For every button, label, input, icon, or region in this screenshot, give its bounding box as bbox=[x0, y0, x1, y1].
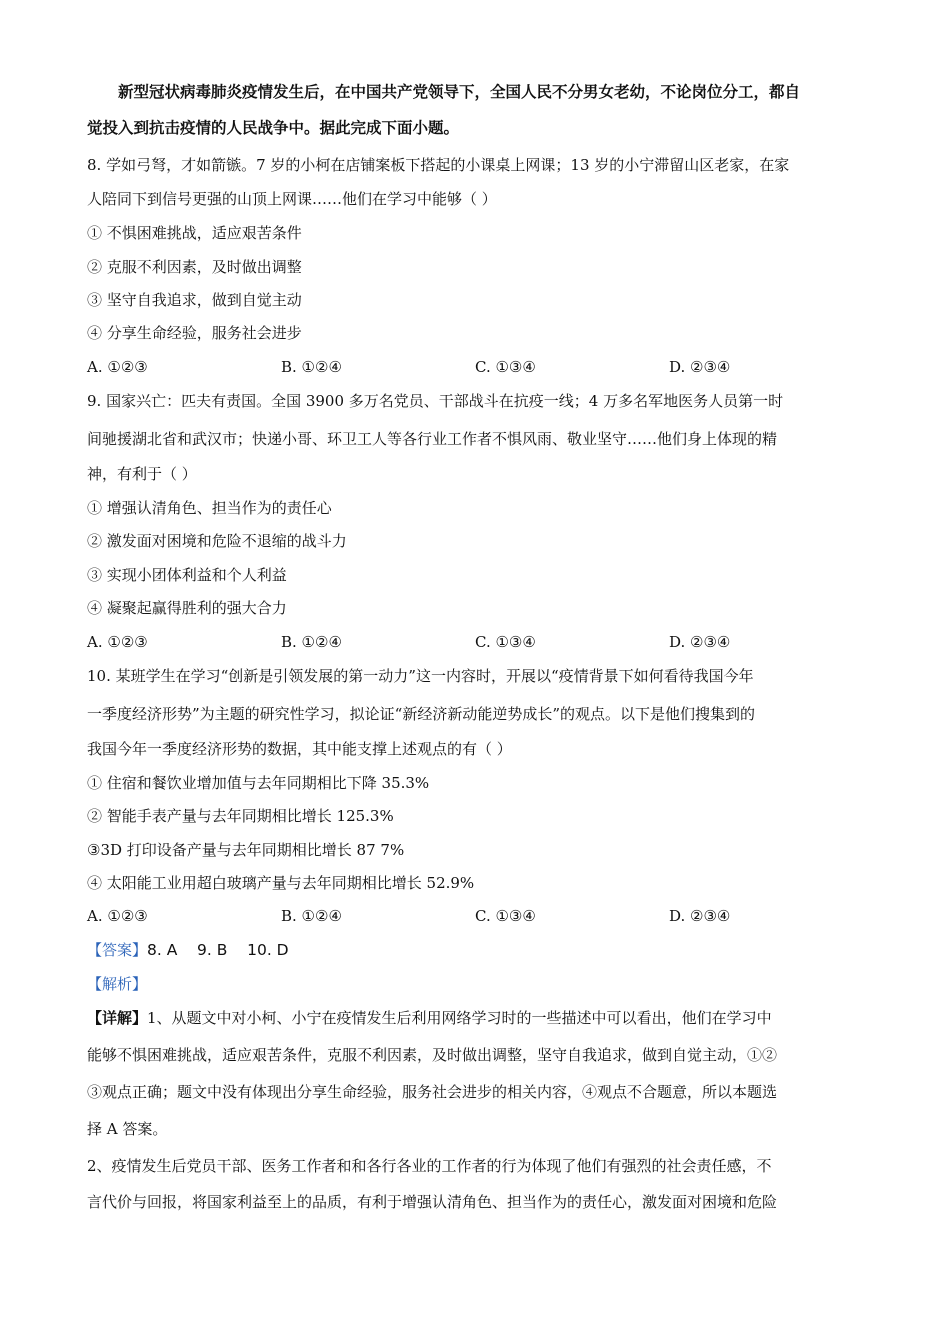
intro-line-2: 觉投入到抗击疫情的人民战争中。据此完成下面小题。 bbox=[87, 119, 460, 137]
q9-option-c: C. ①③④ bbox=[475, 633, 536, 651]
q10-item-2: ② 智能手表产量与去年同期相比增长 125.3% bbox=[87, 807, 394, 825]
q8-option-b: B. ①②④ bbox=[281, 358, 342, 376]
q9-stem-line-1: 9. 国家兴亡：匹夫有责国。全国 3900 多万名党员、干部战斗在抗疫一线；4 万多名军地医务人员第一时 bbox=[87, 392, 784, 410]
detail-label: 【详解】 bbox=[87, 1009, 148, 1027]
q10-item-4: ④ 太阳能工业用超白玻璃产量与去年同期相比增长 52.9% bbox=[87, 874, 475, 892]
detail-p1-line-2: 能够不惧困难挑战，适应艰苦条件，克服不利因素，及时做出调整，坚守自我追求，做到自觉主动，①② bbox=[87, 1046, 778, 1064]
q10-option-a: A. ①②③ bbox=[87, 907, 148, 925]
q8-stem-line-1: 8. 学如弓弩，才如箭镞。7 岁的小柯在店铺案板下搭起的小课桌上网课；13 岁的小宁滞留山区老家，在家 bbox=[87, 156, 790, 174]
answer-value: 8. A 9. B 10. D bbox=[147, 941, 289, 959]
q9-stem-line-3: 神，有利于（ ） bbox=[87, 465, 197, 483]
q10-option-d: D. ②③④ bbox=[669, 907, 731, 925]
q9-stem-line-2: 间驰援湖北省和武汉市；快递小哥、环卫工人等各行业工作者不惧风雨、敬业坚守……他们身上体现的精 bbox=[87, 430, 778, 448]
q8-item-3: ③ 坚守自我追求，做到自觉主动 bbox=[87, 291, 302, 309]
detail-p1-line-4: 择 A 答案。 bbox=[87, 1120, 168, 1138]
answer-line bbox=[87, 940, 289, 960]
q10-item-1: ① 住宿和餐饮业增加值与去年同期相比下降 35.3% bbox=[87, 774, 430, 792]
analysis-label: 【解析】 bbox=[87, 975, 148, 993]
q10-stem-line-3: 我国今年一季度经济形势的数据，其中能支撑上述观点的有（ ） bbox=[87, 740, 512, 758]
q8-option-a: A. ①②③ bbox=[87, 358, 148, 376]
intro-line-1: 新型冠状病毒肺炎疫情发生后，在中国共产党领导下，全国人民不分男女老幼，不论岗位分工，都自 bbox=[118, 83, 801, 101]
q10-stem-line-1: 10. 某班学生在学习“创新是引领发展的第一动力”这一内容时，开展以“疫情背景下如何看待我国今年 bbox=[87, 667, 754, 685]
q8-item-4: ④ 分享生命经验，服务社会进步 bbox=[87, 324, 302, 342]
detail-p1-text-1: 1、从题文中对小柯、小宁在疫情发生后利用网络学习时的一些描述中可以看出，他们在学习中 bbox=[147, 1009, 772, 1027]
q9-item-2: ② 激发面对困境和危险不退缩的战斗力 bbox=[87, 532, 347, 550]
detail-p1-line-1 bbox=[87, 1008, 772, 1028]
q8-stem-line-2: 人陪同下到信号更强的山顶上网课……他们在学习中能够（ ） bbox=[87, 190, 497, 208]
detail-p2-line-1: 2、疫情发生后党员干部、医务工作者和和各行各业的工作者的行为体现了他们有强烈的社会责任感，不 bbox=[87, 1157, 772, 1175]
q8-option-d: D. ②③④ bbox=[669, 358, 731, 376]
q10-stem-line-2: 一季度经济形势”为主题的研究性学习，拟论证“新经济新动能逆势成长”的观点。以下是他们搜集到的 bbox=[87, 705, 756, 723]
q10-option-b: B. ①②④ bbox=[281, 907, 342, 925]
q9-option-d: D. ②③④ bbox=[669, 633, 731, 651]
q8-option-c: C. ①③④ bbox=[475, 358, 536, 376]
q9-item-1: ① 增强认清角色、担当作为的责任心 bbox=[87, 499, 332, 517]
q9-option-a: A. ①②③ bbox=[87, 633, 148, 651]
detail-p2-line-2: 言代价与回报，将国家利益至上的品质，有利于增强认清角色、担当作为的责任心，激发面对困境和危险 bbox=[87, 1193, 778, 1211]
q9-option-b: B. ①②④ bbox=[281, 633, 342, 651]
q8-item-2: ② 克服不利因素，及时做出调整 bbox=[87, 258, 302, 276]
q9-item-4: ④ 凝聚起赢得胜利的强大合力 bbox=[87, 599, 287, 617]
answer-label: 【答案】 bbox=[87, 941, 148, 959]
q9-item-3: ③ 实现小团体利益和个人利益 bbox=[87, 566, 287, 584]
q8-item-1: ① 不惧困难挑战，适应艰苦条件 bbox=[87, 224, 302, 242]
q10-option-c: C. ①③④ bbox=[475, 907, 536, 925]
q10-item-3: ③3D 打印设备产量与去年同期相比增长 87 7% bbox=[87, 841, 405, 859]
detail-p1-line-3: ③观点正确；题文中没有体现出分享生命经验，服务社会进步的相关内容，④观点不合题意，所以本题选 bbox=[87, 1083, 778, 1101]
